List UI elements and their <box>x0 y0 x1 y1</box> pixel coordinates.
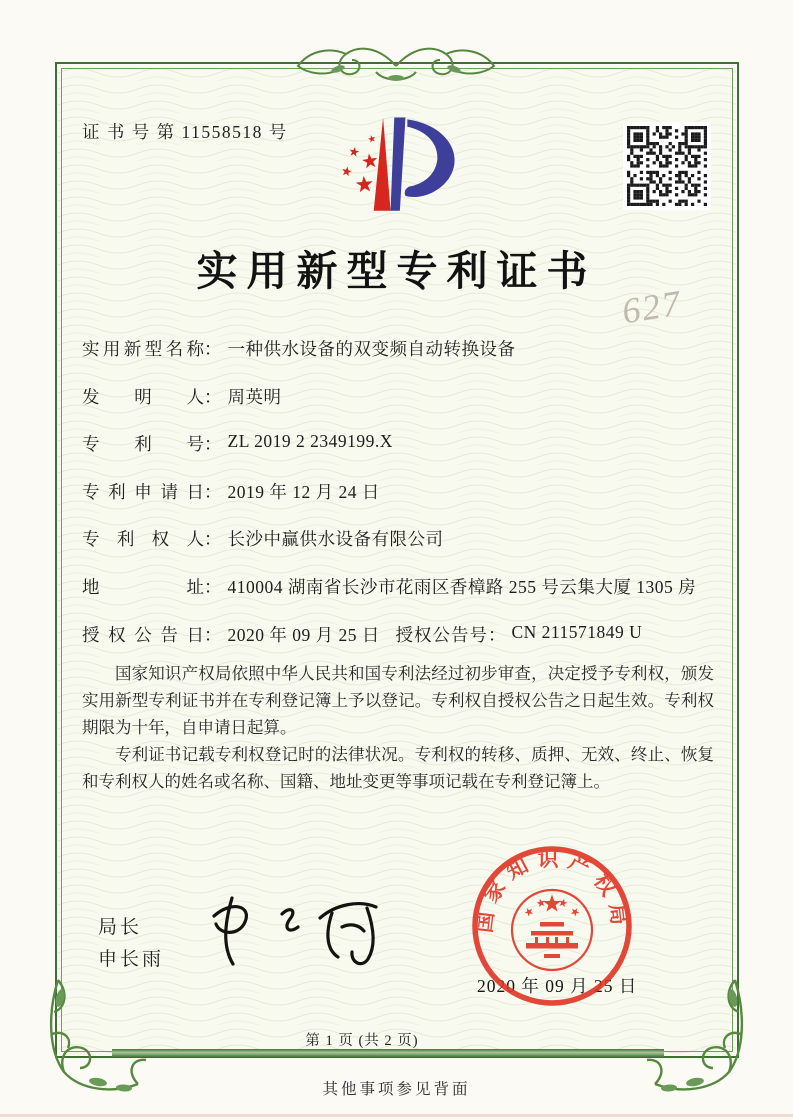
scan-edge-artifact <box>0 1114 793 1117</box>
legal-paragraph-2: 专利证书记载专利权登记时的法律状况。专利权的转移、质押、无效、终止、恢复和专利权人的姓名或名称、国籍、地址变更等事项记载在专利登记簿上。 <box>82 745 714 791</box>
field-label: 地址 <box>82 576 204 597</box>
field-row-name <box>82 336 722 384</box>
certificate-title: 实用新型专利证书 <box>196 248 597 294</box>
seal-date: 2020 年 09 月 25 日 <box>477 976 638 996</box>
cnipa-logo <box>318 110 478 222</box>
bottom-left-flourish <box>38 972 156 1104</box>
field-label: 专利号 <box>82 434 204 455</box>
top-flourish-ornament <box>280 36 512 90</box>
commissioner-signature <box>196 886 406 981</box>
field-row-inventor <box>82 384 722 432</box>
grant-no-label: 授权公告号 <box>395 624 488 645</box>
field-label: 专利申请日 <box>82 481 204 502</box>
field-row-patent-no <box>82 431 722 479</box>
qr-code <box>623 122 711 210</box>
field-row-filing-date <box>82 479 722 527</box>
field-value: 一种供水设备的双变频自动转换设备 <box>227 339 516 359</box>
field-colon: ： <box>204 339 222 359</box>
field-label: 发明人 <box>82 386 204 407</box>
national-emblem <box>512 890 592 970</box>
bottom-rule-band <box>112 1049 664 1057</box>
officer-title: 局长 <box>98 917 143 938</box>
field-list <box>82 336 722 669</box>
field-value: 长沙中赢供水设备有限公司 <box>227 529 444 550</box>
field-colon: ： <box>488 624 506 645</box>
logo-red-spike <box>374 117 391 210</box>
field-label: 实用新型名称 <box>82 339 204 359</box>
field-colon: ： <box>204 529 222 550</box>
seal-arc-text: 国家知识产权局 <box>471 847 633 935</box>
back-side-note: 其他事项参见背面 <box>322 1081 471 1098</box>
field-colon: ： <box>204 481 222 502</box>
handwritten-pencil-note: 627 <box>619 282 685 332</box>
grant-no-value: CN 211571849 U <box>511 621 643 642</box>
page-number: 第 1 页 (共 2 页) <box>305 1033 419 1049</box>
certificate-number: 证 书 号 第 11558518 号 <box>82 122 288 142</box>
field-value: ZL 2019 2 2349199.X <box>227 431 393 452</box>
field-colon: ： <box>204 576 222 597</box>
field-colon: ： <box>204 386 222 407</box>
legal-paragraph-1: 国家知识产权局依照中华人民共和国专利法经过初步审查，决定授予专利权，颁发实用新型专利证书并在专利登记簿上予以登记。专利权自授权公告之日起生效。专利权期限为十年，自申请日起算。 <box>82 664 714 737</box>
officer-name: 申长雨 <box>98 949 165 970</box>
field-label: 专利权人 <box>82 529 204 550</box>
logo-blue-p <box>391 117 455 210</box>
field-value: 410004 湖南省长沙市花雨区香樟路 255 号云集大厦 1305 房 <box>227 576 697 597</box>
field-row-patentee <box>82 526 722 574</box>
grant-date-value: 2020 年 09 月 25 日 <box>227 624 380 645</box>
bottom-right-flourish <box>637 972 755 1104</box>
field-value: 2019 年 12 月 24 日 <box>227 481 380 502</box>
field-row-address <box>82 574 722 622</box>
field-value: 周英明 <box>227 386 282 407</box>
legal-text <box>82 660 714 795</box>
field-colon: ： <box>204 434 222 455</box>
field-colon: ： <box>204 624 222 645</box>
official-seal <box>461 818 646 1010</box>
grant-date-label: 授权公告日 <box>82 624 204 645</box>
